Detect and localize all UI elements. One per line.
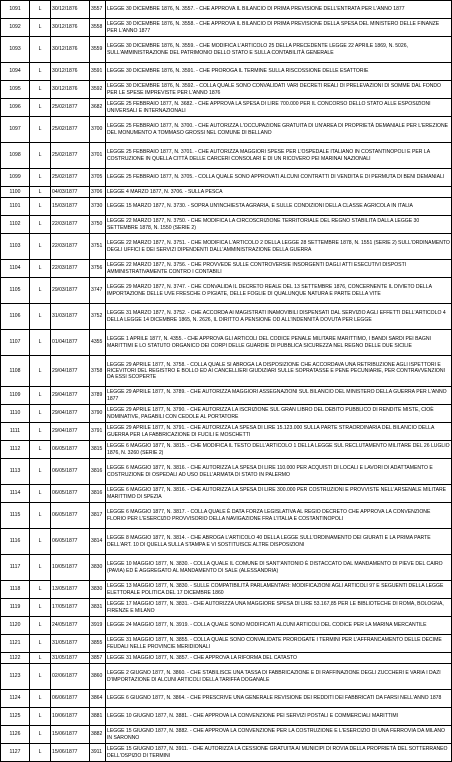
row-number: 1104 [1, 260, 30, 278]
law-number: 3911 [90, 744, 106, 762]
law-number: 3860 [90, 664, 106, 690]
row-description: LEGGE 22 MARZO 1877, N. 3751. - CHE MODIFICA L'ARTICOLO 2 DELLA LEGGE 28 SETTEMBRE 1878, N. 1551 (SERIE 2) SULL'ORDINAMENTO DEGLI UFFICI E DEI SERVIZI DIPENDENTI DALL'AMMINISTRAZIONE DELLA GUERRA [106, 234, 452, 260]
row-description: LEGGE 29 MARZO 1877, N. 3747. - CHE CONVALIDA IL DECRETO REALE DEL 13 SETTEMBRE 1876, CONCERNENTE IL DIVIETO DELLA IMPORTAZIONE DELLE UVE FRESCHE O PIGIATE, DELLE FOGLIE DI QUALUNQUE NATURA E PARTE DELLA VITE [106, 278, 452, 304]
row-description: LEGGE 10 GIUGNO 1877, N. 3881. - CHE APPROVA LA CONVENZIONE PEI SERVIZI POSTALI E COMMERCIALI MARITTIMI [106, 708, 452, 726]
table-body [1, 1, 452, 762]
row-date: 22/03/1877 [51, 260, 90, 278]
row-number: 1099 [1, 169, 30, 187]
row-number: 1112 [1, 441, 30, 459]
row-number: 1117 [1, 555, 30, 581]
series-code: L [30, 405, 51, 423]
row-number: 1114 [1, 485, 30, 503]
row-description: LEGGE 31 MAGGIO 1877, N. 3857. - CHE APPROVA LA RIFORMA DEL CATASTO [106, 653, 452, 664]
row-description: LEGGE 31 MARZO 1877, N. 3752. - CHE ACCORDA AI MAGISTRATI INAMOVIBILI DISPENSATI DAL SERVIZIO AGLI EFFETTI DELL'ARTICOLO 4 DELLA LEGGE 14 DICEMBRE 1865, N. 2626, IL DIRITTO A PENSIONE OD ALL'INDENNITÀ DOVUTA PER LEGGE [106, 304, 452, 330]
row-number: 1115 [1, 503, 30, 529]
law-number: 3752 [90, 304, 106, 330]
row-date: 02/06/1877 [51, 664, 90, 690]
row-description: LEGGE 15 GIUGNO 1877, N. 3911. - CHE AUTORIZZA LA CESSIONE GRATUITA AI MUNICIPI DI ROVIA DELLA PROPRIETÀ DEL SOTTERRANEO DELL'OSPIZIO DI TERMINI [106, 744, 452, 762]
law-number: 3831 [90, 599, 106, 617]
row-date: 30/12/1876 [51, 81, 90, 99]
row-number: 1096 [1, 99, 30, 117]
series-code: L [30, 19, 51, 37]
law-number: 3830 [90, 581, 106, 599]
row-number: 1121 [1, 635, 30, 653]
law-number: 3790 [90, 405, 106, 423]
row-date: 31/03/1877 [51, 304, 90, 330]
law-number: 3791 [90, 423, 106, 441]
series-code: L [30, 387, 51, 405]
row-number: 1110 [1, 405, 30, 423]
row-date: 25/02/1877 [51, 143, 90, 169]
law-number: 3592 [90, 81, 106, 99]
row-date: 24/05/1877 [51, 617, 90, 635]
row-date: 06/06/1877 [51, 690, 90, 708]
row-description: LEGGE 6 GIUGNO 1877, N. 3864. - CHE PRESCRIVE UNA GENERALE REVISIONE DEI REDDITI DEI FABBRICATI DA FARSI NELL'ANNO 1878 [106, 690, 452, 708]
row-date: 06/05/1877 [51, 503, 90, 529]
row-number: 1123 [1, 664, 30, 690]
row-date: 25/02/1877 [51, 99, 90, 117]
series-code: L [30, 99, 51, 117]
series-code: L [30, 653, 51, 664]
row-description: LEGGE 15 GIUGNO 1877, N. 3882. - CHE APPROVA LA CONVENZIONE PER LA COSTRUZIONE E L'ESERCIZIO DI UNA FERROVIA DA MILANO IN SARONNO [106, 726, 452, 744]
series-code: L [30, 529, 51, 555]
row-date: 30/12/1876 [51, 37, 90, 63]
law-number: 3857 [90, 653, 106, 664]
series-code: L [30, 423, 51, 441]
series-code: L [30, 81, 51, 99]
row-date: 31/05/1877 [51, 635, 90, 653]
row-description: LEGGE 29 APRILE 1877, N. 3758. - COLLA QUALE SI ABROGA LA DISPOSIZIONE CHE ACCORDAVA UNA RETRIBUZIONE AGLI ISPETTORI E RICEVITORI DEL REGISTRO E BOLLO ED AI CANCELLIERI GIUDIZIARI SULLE SOPRATASSE E PENE PECUNIARIE, PER CONTRAVVENZIONI DA ESSI SCOPERTE [106, 356, 452, 387]
row-number: 1092 [1, 19, 30, 37]
series-code: L [30, 304, 51, 330]
series-code: L [30, 503, 51, 529]
row-number: 1105 [1, 278, 30, 304]
row-number: 1125 [1, 708, 30, 726]
law-number: 3816 [90, 459, 106, 485]
row-description: LEGGE 30 DICEMBRE 1876, N. 3591. - CHE PROROGA IL TERMINE SULLA RISCOSSIONE DELLE ESATTORIE [106, 63, 452, 81]
row-description: LEGGE 6 MAGGIO 1877, N. 3815. - CHE MODIFICA IL TESTO DELL'ARTICOLO 1 DELLA LEGGE SUL RECLUTAMENTO MILITARE DEL 26 LUGLIO 1876, N. 3260 (SERIE 2) [106, 441, 452, 459]
row-number: 1119 [1, 599, 30, 617]
row-number: 1107 [1, 330, 30, 356]
row-description: LEGGE 10 MAGGIO 1877, N. 3830. - COLLA QUALE IL COMUNE DI SANT'ANTONIO È DISTACCATO DAL MANDAMENTO DI PIEVE DEL CAIRO (PAVIA) ED È AGGREGATO AL MANDAMENTO DI SALE (ALESSANDRIA) [106, 555, 452, 581]
row-date: 06/05/1877 [51, 529, 90, 555]
law-number: 3756 [90, 260, 106, 278]
series-code: L [30, 216, 51, 234]
law-number: 3701 [90, 143, 106, 169]
series-code: L [30, 143, 51, 169]
series-code: L [30, 1, 51, 19]
law-number: 3730 [90, 198, 106, 216]
row-date: 13/05/1877 [51, 581, 90, 599]
row-description: LEGGE 25 FEBBRAIO 1877, N. 3700. - CHE AUTORIZZA L'OCCUPAZIONE GRATUITA DI UN'AREA DI PROPRIETÀ DEMANIALE PER L'EREZIONE DEL MONUMENTO A TOMMASO GROSSI NEL COMUNE DI BELLANO [106, 117, 452, 143]
law-number: 3815 [90, 441, 106, 459]
law-number: 3591 [90, 63, 106, 81]
row-number: 1094 [1, 63, 30, 81]
row-description: LEGGE 22 MARZO 1877, N. 3750. - CHE MODIFICA LA CIRCOSCRIZIONE TERRITORIALE DEL REGNO STABILITA DALLA LEGGE 30 SETTEMBRE 1878, N. 1550 (SERIE 2) [106, 216, 452, 234]
row-number: 1127 [1, 744, 30, 762]
row-number: 1103 [1, 234, 30, 260]
row-number: 1120 [1, 617, 30, 635]
row-number: 1095 [1, 81, 30, 99]
row-description: LEGGE 6 MAGGIO 1877, N. 3816. - CHE AUTORIZZA LA SPESA DI LIRE 110.000 PER ACQUISTI DI LOCALI E LAVORI DI ADATTAMENTO E COSTRUZIONE DI OSPEDALI AD USO DELL'ARMATA DI STATO IN PALERMO [106, 459, 452, 485]
series-code: L [30, 617, 51, 635]
series-code: L [30, 37, 51, 63]
row-date: 30/12/1876 [51, 1, 90, 19]
series-code: L [30, 117, 51, 143]
row-number: 1093 [1, 37, 30, 63]
law-number: 3816 [90, 485, 106, 503]
law-number: 3700 [90, 117, 106, 143]
law-number: 3559 [90, 37, 106, 63]
row-date: 04/03/1877 [51, 187, 90, 198]
row-description: LEGGE 8 MAGGIO 1877, N. 3814. - CHE ABROGA L'ARTICOLO 40 DELLA LEGGE SULL'ORDINAMENTO DEI GIURATI E LA PRIMA PARTE DELL'ART. 10 DI QUELLA SULLA STAMPA E VI SOSTITUISCE ALTRE DISPOSIZIONI [106, 529, 452, 555]
law-number: 3882 [90, 726, 106, 744]
series-code: L [30, 187, 51, 198]
series-code: L [30, 278, 51, 304]
law-number: 3864 [90, 690, 106, 708]
row-number: 1106 [1, 304, 30, 330]
law-number: 3682 [90, 99, 106, 117]
law-number: 3747 [90, 278, 106, 304]
law-number: 3814 [90, 529, 106, 555]
row-date: 17/05/1877 [51, 599, 90, 617]
series-code: L [30, 690, 51, 708]
row-description: LEGGE 6 MAGGIO 1877, N. 3817. - COLLA QUALE È DATA FORZA LEGISLATIVA AL REGIO DECRETO CHE APPROVA LA CONVENZIONE FLORIO PER L'ESERCIZIO PROVVISORIO DELLA NAVIGAZIONE FRA L'ITALIA E COSTANTINOPOLI [106, 503, 452, 529]
series-code: L [30, 599, 51, 617]
series-code: L [30, 664, 51, 690]
series-code: L [30, 708, 51, 726]
row-description: LEGGE 17 MAGGIO 1877, N. 3831. - CHE AUTORIZZA UNA MAGGIORE SPESA DI LIRE 53.167,85 PER LE BIBLIOTECHE DI ROMA, BOLOGNA, FIRENZE E MILANO [106, 599, 452, 617]
row-number: 1091 [1, 1, 30, 19]
row-number: 1111 [1, 423, 30, 441]
row-description: LEGGE 22 MARZO 1877, N. 3756. - CHE PROVVEDE SULLE CONTROVERSIE INSORGENTI DAGLI ATTI ESECUTIVI DISPOSTI AMMINISTRATIVAMENTE CONTRO I CONTABILI [106, 260, 452, 278]
law-number: 3751 [90, 234, 106, 260]
row-date: 10/05/1877 [51, 555, 90, 581]
row-date: 25/02/1877 [51, 117, 90, 143]
law-number: 3817 [90, 503, 106, 529]
row-date: 06/05/1877 [51, 485, 90, 503]
law-number: 3855 [90, 635, 106, 653]
law-number: 3758 [90, 356, 106, 387]
row-description: LEGGE 13 MAGGIO 1877, N. 3830. - SULLE COMPATIBILITÀ PARLAMENTARI: MODIFICAZIONI AGLI ARTICOLI 97 E SEGUENTI DELLA LEGGE ELETTORALE POLITICA DEL 17 DICEMBRE 1860 [106, 581, 452, 599]
row-description: LEGGE 30 DICEMBRE 1876, N. 3592. - COLLA QUALE SONO CONVALIDATI VARI DECRETI REALI DI PRELEVAZIONI DI SOMME DAL FONDO PER LE SPESE IMPREVISTE PER L'ANNO 1876 [106, 81, 452, 99]
law-number: 3750 [90, 216, 106, 234]
row-description: LEGGE 31 MAGGIO 1877, N. 3855. - COLLA QUALE SONO CONVALIDATE PROROGATE I TERMINI PER L'AFFRANCAMENTO DELLE DECIME FEUDALI NELLE PROVINCIE MERIDIONALI [106, 635, 452, 653]
row-number: 1124 [1, 690, 30, 708]
series-code: L [30, 485, 51, 503]
row-description: LEGGE 30 DICEMBRE 1876, N. 3558. - CHE APPROVA IL BILANCIO DI PRIMA PREVISIONE DELLA SPESA DEL MINISTERO DELLE FINANZE PER L'ANNO 1877 [106, 19, 452, 37]
series-code: L [30, 744, 51, 762]
row-description: LEGGE 25 FEBBRAIO 1877, N. 3701. - CHE AUTORIZZA MAGGIORI SPESE PER L'OSPEDALE ITALIANO IN COSTANTINOPOLI E PER LA COSTRUZIONE IN QUELLA CITTÀ DELLE CARCERI CONSOLARI E DI UN RICOVERO PEI MARINAI NAZIONALI [106, 143, 452, 169]
row-number: 1113 [1, 459, 30, 485]
series-code: L [30, 635, 51, 653]
series-code: L [30, 726, 51, 744]
row-description: LEGGE 29 APRILE 1877, N. 3789. - CHE AUTORIZZA MAGGIORI ASSEGNAZIONI SUL BILANCIO DEL MINISTERO DELLA GUERRA PER L'ANNO 1877 [106, 387, 452, 405]
row-description: LEGGE 30 DICEMBRE 1876, N. 3559. - CHE MODIFICA L'ARTICOLO 25 DELLA PRECEDENTE LEGGE 22 APRILE 1869, N. 5026, SULL'AMMINISTRAZIONE DEL PATRIMONIO DELLO STATO E SULLA CONTABILITÀ GENERALE [106, 37, 452, 63]
row-description: LEGGE 4 MARZO 1877, N. 3706. - SULLA PESCA [106, 187, 452, 198]
row-number: 1097 [1, 117, 30, 143]
law-number: 3706 [90, 187, 106, 198]
row-date: 31/05/1877 [51, 653, 90, 664]
row-date: 29/04/1877 [51, 423, 90, 441]
row-date: 29/04/1877 [51, 405, 90, 423]
row-number: 1098 [1, 143, 30, 169]
row-date: 15/06/1877 [51, 744, 90, 762]
row-description: LEGGE 25 FEBBRAIO 1877, N. 3682. - CHE APPROVA LA SPESA DI LIRE 700.000 PER IL CONCORSO DELLO STATO ALLE ESPOSIZIONI UNIVERSALI E INTERNAZIONALI [106, 99, 452, 117]
row-number: 1101 [1, 198, 30, 216]
row-date: 22/03/1877 [51, 234, 90, 260]
series-code: L [30, 459, 51, 485]
row-description: LEGGE 6 MAGGIO 1877, N. 3816. - CHE AUTORIZZA LA SPESA DI LIRE 300.000 PER COSTRUZIONI E PROVVISTE NELL'ARSENALE MILITARE MARITTIMO DI SPEZIA [106, 485, 452, 503]
row-number: 1116 [1, 529, 30, 555]
row-date: 10/06/1877 [51, 708, 90, 726]
series-code: L [30, 356, 51, 387]
series-code: L [30, 555, 51, 581]
row-description: LEGGE 25 FEBBRAIO 1877, N. 3705. - COLLA QUALE SONO APPROVATI ALCUNI CONTRATTI DI VENDITA E DI PERMUTA DI BENI DEMANIALI [106, 169, 452, 187]
series-code: L [30, 234, 51, 260]
row-date: 29/04/1877 [51, 356, 90, 387]
law-number: 3830 [90, 555, 106, 581]
row-date: 30/12/1876 [51, 19, 90, 37]
row-description: LEGGE 30 DICEMBRE 1876, N. 3557. - CHE APPROVA IL BILANCIO DI PRIMA PREVISIONE DELL'ENTRATA PER L'ANNO 1877 [106, 1, 452, 19]
row-number: 1126 [1, 726, 30, 744]
series-code: L [30, 198, 51, 216]
row-description: LEGGE 1 APRILE 1877, N. 4355. - CHE APPROVA GLI ARTICOLI DEL CODICE PENALE MILITARE MARITTIMO, I BANDI SARDI PEI BAGNI MARITTIMI E LO STATUTO ORGANICO DEI CORPI DELLE GUARDIE DI PUBBLICA SICUREZZA NEL REGNO DELLE DUE SICILIE [106, 330, 452, 356]
row-date: 15/06/1877 [51, 726, 90, 744]
row-number: 1100 [1, 187, 30, 198]
row-description: LEGGE 2 GIUGNO 1877, N. 3860. - CHE STABILISCE UNA TASSA DI FABBRICAZIONE E DI RAFFINAZIONE DEGLI ZUCCHERI E VARIA I DAZI D'IMPORTAZIONE DI ALCUNI ARTICOLI DELLA TARIFFA DOGANALE [106, 664, 452, 690]
row-number: 1118 [1, 581, 30, 599]
row-date: 25/02/1877 [51, 169, 90, 187]
row-number: 1102 [1, 216, 30, 234]
row-description: LEGGE 24 MAGGIO 1877, N. 3919. - COLLA QUALE SONO MODIFICATI ALCUNI ARTICOLI DEL CODICE PER LA MARINA MERCANTILE [106, 617, 452, 635]
row-number: 1122 [1, 653, 30, 664]
law-number: 4355 [90, 330, 106, 356]
row-date: 01/04/1877 [51, 330, 90, 356]
row-date: 29/04/1877 [51, 387, 90, 405]
law-number: 3557 [90, 1, 106, 19]
series-code: L [30, 330, 51, 356]
row-date: 29/03/1877 [51, 278, 90, 304]
series-code: L [30, 581, 51, 599]
row-date: 06/05/1877 [51, 459, 90, 485]
law-number: 3881 [90, 708, 106, 726]
law-number: 3705 [90, 169, 106, 187]
row-number: 1108 [1, 356, 30, 387]
law-number: 3558 [90, 19, 106, 37]
series-code: L [30, 63, 51, 81]
row-date: 30/12/1876 [51, 63, 90, 81]
law-number: 3789 [90, 387, 106, 405]
row-description: LEGGE 29 APRILE 1877, N. 3791. - CHE AUTORIZZA LA SPESA DI LIRE 15.123.000 SULLA PARTE STRAORDINARIA DEL BILANCIO DELLA GUERRA PER LA FABBRICAZIONE DI FUCILI E MOSCHETTI [106, 423, 452, 441]
row-date: 06/05/1877 [51, 441, 90, 459]
law-number: 3919 [90, 617, 106, 635]
row-description: LEGGE 29 APRILE 1877, N. 3790. - CHE AUTORIZZA LA ISCRIZIONE SUL GRAN LIBRO DEL DEBITO PUBBLICO DI RENDITE MISTE, CIOÈ NOMINATIVE, PAGABILI CON CEDOLE AL PORTATORE [106, 405, 452, 423]
row-date: 22/03/1877 [51, 216, 90, 234]
series-code: L [30, 441, 51, 459]
row-number: 1109 [1, 387, 30, 405]
series-code: L [30, 169, 51, 187]
row-description: LEGGE 15 MARZO 1877, N. 3730. - SOPRA UN'INCHIESTA AGRARIA, E SULLE CONDIZIONI DELLA CLASSE AGRICOLA IN ITALIA [106, 198, 452, 216]
row-date: 15/03/1877 [51, 198, 90, 216]
series-code: L [30, 260, 51, 278]
